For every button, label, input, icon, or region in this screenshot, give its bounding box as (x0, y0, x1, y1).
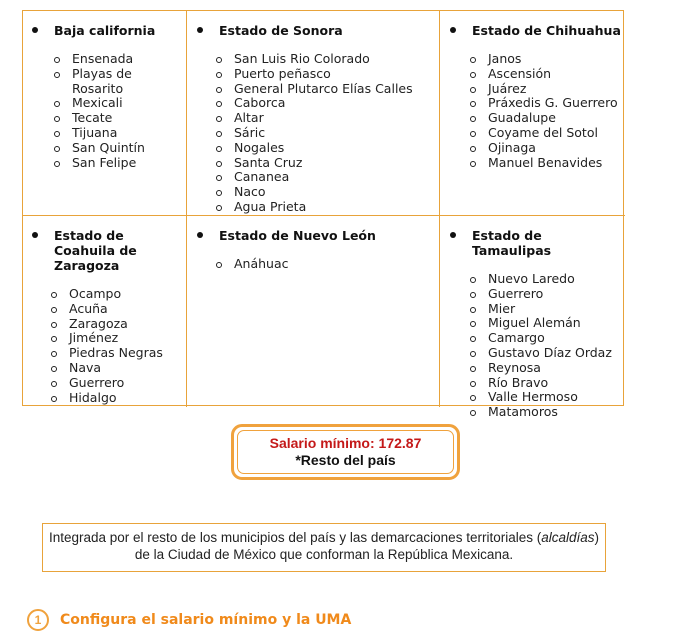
circle-bullet-icon (470, 161, 476, 167)
state-label: Estado de Nuevo León (219, 228, 376, 243)
town-list (216, 52, 439, 215)
list-item: Mier (470, 302, 625, 317)
list-item: Camargo (470, 331, 625, 346)
circle-bullet-icon (470, 292, 476, 298)
circle-bullet-icon (216, 101, 222, 107)
list-item: Agua Prieta (216, 200, 439, 215)
bullet-icon (197, 232, 203, 238)
town-list (470, 52, 625, 170)
list-item: Ojinaga (470, 141, 625, 156)
list-item: San Quintín (54, 141, 186, 156)
town-list (470, 272, 625, 420)
state-heading (197, 23, 439, 38)
minimum-salary-box (231, 424, 460, 480)
circle-bullet-icon (51, 396, 57, 402)
section-heading (27, 606, 351, 634)
table-cell-chihuahua (440, 11, 625, 216)
circle-bullet-icon (470, 321, 476, 327)
list-item: Práxedis G. Guerrero (470, 96, 625, 111)
note-emphasis: alcaldías (541, 530, 595, 545)
circle-bullet-icon (470, 336, 476, 342)
list-item: Guerrero (51, 376, 186, 391)
section-title: Configura el salario mínimo y la UMA (60, 612, 352, 628)
circle-bullet-icon (470, 277, 476, 283)
town-list (51, 287, 186, 405)
list-item: Valle Hermoso (470, 390, 625, 405)
list-item: Anáhuac (216, 257, 439, 272)
list-item: Tijuana (54, 126, 186, 141)
circle-bullet-icon (51, 336, 57, 342)
circle-bullet-icon (216, 131, 222, 137)
list-item: Jiménez (51, 331, 186, 346)
list-item: Guerrero (470, 287, 625, 302)
circle-bullet-icon (51, 322, 57, 328)
circle-bullet-icon (216, 116, 222, 122)
list-item: San Felipe (54, 156, 186, 171)
circle-bullet-icon (470, 116, 476, 122)
circle-bullet-icon (470, 131, 476, 137)
list-item: Gustavo Díaz Ordaz (470, 346, 625, 361)
list-item: Mexicali (54, 96, 186, 111)
circle-bullet-icon (470, 146, 476, 152)
minimum-salary-value: Salario mínimo: 172.87 (269, 435, 422, 451)
circle-bullet-icon (51, 351, 57, 357)
list-item: Sáric (216, 126, 439, 141)
list-item: Ascensión (470, 67, 625, 82)
list-item: Puerto peñasco (216, 67, 439, 82)
bullet-icon (197, 27, 203, 33)
circle-bullet-icon (470, 381, 476, 387)
list-item: Janos (470, 52, 625, 67)
state-label: Estado de Chihuahua (472, 23, 621, 38)
rest-of-country-note (42, 523, 606, 572)
bullet-icon (450, 232, 456, 238)
circle-bullet-icon (470, 395, 476, 401)
circle-bullet-icon (470, 351, 476, 357)
list-item: Playas de Rosarito (54, 67, 186, 97)
town-list (216, 257, 439, 272)
circle-bullet-icon (470, 87, 476, 93)
state-label: Baja california (54, 23, 156, 38)
circle-bullet-icon (470, 101, 476, 107)
list-item: Nogales (216, 141, 439, 156)
circle-bullet-icon (216, 175, 222, 181)
circle-bullet-icon (51, 366, 57, 372)
minimum-salary-scope: *Resto del país (295, 452, 396, 468)
state-heading (197, 228, 439, 243)
circle-bullet-icon (54, 101, 60, 107)
border-municipalities-table (22, 10, 624, 420)
list-item: Naco (216, 185, 439, 200)
minimum-salary-box-inner (237, 430, 454, 474)
state-heading (32, 23, 186, 38)
note-text-after: ) de la Ciudad de México que conforman la República Mexicana. (134, 530, 600, 562)
list-item: Reynosa (470, 361, 625, 376)
list-item: Coyame del Sotol (470, 126, 625, 141)
circle-bullet-icon (216, 161, 222, 167)
bullet-icon (32, 27, 38, 33)
list-item: Santa Cruz (216, 156, 439, 171)
state-heading (450, 228, 625, 258)
list-item: San Luis Rio Colorado (216, 52, 439, 67)
list-item: Zaragoza (51, 317, 186, 332)
circle-bullet-icon (216, 190, 222, 196)
state-heading (32, 228, 186, 273)
circle-bullet-icon (216, 87, 222, 93)
circle-bullet-icon (470, 307, 476, 313)
state-label: Estado de Sonora (219, 23, 343, 38)
list-item: Miguel Alemán (470, 316, 625, 331)
list-item: Guadalupe (470, 111, 625, 126)
circle-bullet-icon (470, 57, 476, 63)
circle-bullet-icon (470, 410, 476, 416)
circle-bullet-icon (51, 307, 57, 313)
bullet-icon (32, 232, 38, 238)
list-item: Ocampo (51, 287, 186, 302)
town-list (54, 52, 186, 170)
table-cell-coahuila (23, 216, 187, 407)
step-number-badge: 1 (27, 609, 49, 631)
list-item: Acuña (51, 302, 186, 317)
state-label: Estado de Tamaulipas (472, 228, 552, 258)
circle-bullet-icon (54, 131, 60, 137)
circle-bullet-icon (54, 146, 60, 152)
list-item: Nava (51, 361, 186, 376)
circle-bullet-icon (51, 381, 57, 387)
circle-bullet-icon (54, 116, 60, 122)
circle-bullet-icon (216, 72, 222, 78)
state-label: Estado de Coahuila de Zaragoza (54, 228, 137, 273)
circle-bullet-icon (54, 72, 60, 78)
circle-bullet-icon (216, 146, 222, 152)
table-cell-nuevo-leon (187, 216, 440, 407)
circle-bullet-icon (216, 57, 222, 63)
list-item: Tecate (54, 111, 186, 126)
state-heading (450, 23, 625, 38)
bullet-icon (450, 27, 456, 33)
circle-bullet-icon (54, 161, 60, 167)
table-cell-tamaulipas (440, 216, 625, 420)
list-item: Piedras Negras (51, 346, 186, 361)
list-item: Río Bravo (470, 376, 625, 391)
circle-bullet-icon (54, 57, 60, 63)
list-item: Juárez (470, 82, 625, 97)
circle-bullet-icon (51, 292, 57, 298)
list-item: Cananea (216, 170, 439, 185)
list-item: Manuel Benavides (470, 156, 625, 171)
circle-bullet-icon (216, 262, 222, 268)
list-item: Matamoros (470, 405, 625, 420)
list-item: Nuevo Laredo (470, 272, 625, 287)
list-item: General Plutarco Elías Calles (216, 82, 439, 97)
list-item: Ensenada (54, 52, 186, 67)
list-item: Altar (216, 111, 439, 126)
circle-bullet-icon (470, 72, 476, 78)
list-item: Hidalgo (51, 391, 186, 406)
table-cell-baja-california (23, 11, 187, 216)
note-text-before: Integrada por el resto de los municipios del país y las demarcaciones territoriales ( (48, 530, 542, 545)
table-cell-sonora (187, 11, 440, 216)
list-item: Caborca (216, 96, 439, 111)
circle-bullet-icon (470, 366, 476, 372)
circle-bullet-icon (216, 205, 222, 211)
